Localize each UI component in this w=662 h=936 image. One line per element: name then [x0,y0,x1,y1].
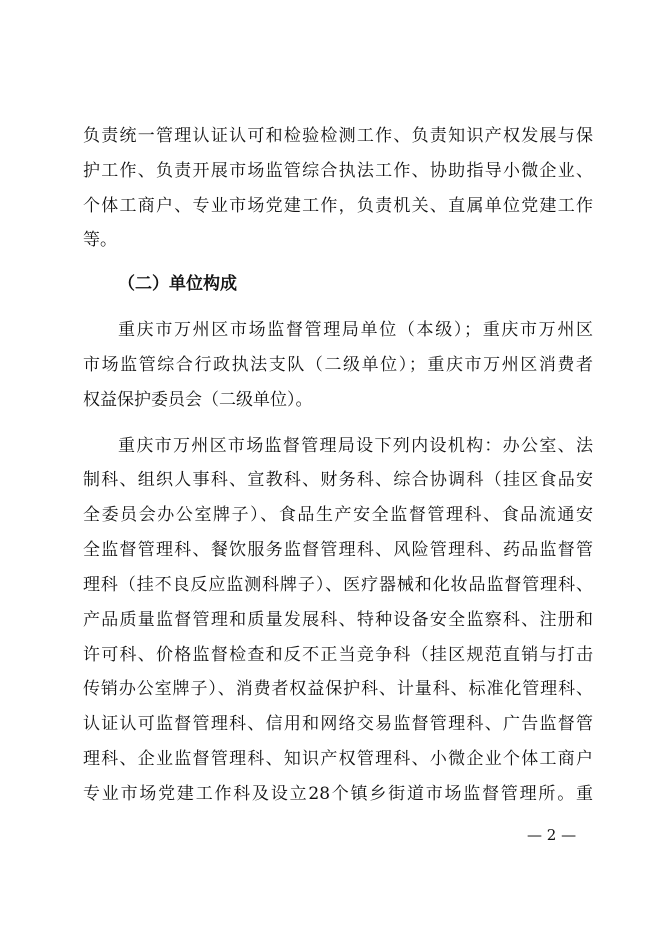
paragraph-3-line-5: 理科（挂不良反应监测科牌子）、医疗器械和化妆品监督管理科、 [83,575,593,595]
paragraph-2-line-2: 市场监管综合行政执法支队（二级单位）；重庆市万州区消费者 [83,355,593,375]
paragraph-3-line-2: 制科、组织人事科、宣教科、财务科、综合协调科（挂区食品安 [83,470,593,490]
paragraph-3-line-4: 全监督管理科、餐饮服务监督管理科、风险管理科、药品监督管 [83,540,593,560]
paragraph-3-line-10: 理科、企业监督管理科、知识产权管理科、小微企业个体工商户 [83,749,593,769]
paragraph-2-line-1: 重庆市万州区市场监督管理局单位（本级）；重庆市万州区 [118,320,593,340]
paragraph-1-line-2: 护工作、负责开展市场监管综合执法工作、协助指导小微企业、 [83,161,593,181]
paragraph-3-line-7: 许可科、价格监督检查和反不正当竞争科（挂区规范直销与打击 [83,645,593,665]
paragraph-3-line-9: 认证认可监督管理科、信用和网络交易监督管理科、广告监督管 [83,714,593,734]
paragraph-1-line-4: 等。 [83,230,117,250]
paragraph-1-line-1: 负责统一管理认证认可和检验检测工作、负责知识产权发展与保 [83,126,593,146]
paragraph-2-line-3: 权益保护委员会（二级单位）。 [83,390,313,410]
paragraph-3-line-6: 产品质量监督管理和质量发展科、特种设备安全监察科、注册和 [83,610,593,630]
paragraph-3-line-1: 重庆市万州区市场监督管理局设下列内设机构：办公室、法 [118,436,593,456]
page-number: — 2 — [527,826,577,844]
paragraph-3-line-8: 传销办公室牌子）、消费者权益保护科、计量科、标准化管理科、 [83,679,593,699]
paragraph-3-line-11: 专业市场党建工作科及设立28个镇乡街道市场监督管理所。重 [83,784,593,804]
section-heading: （二）单位构成 [118,274,237,294]
paragraph-1-line-3: 个体工商户、专业市场党建工作，负责机关、直属单位党建工作 [83,196,593,216]
paragraph-3-line-3: 全委员会办公室牌子）、食品生产安全监督管理科、食品流通安 [83,505,593,525]
